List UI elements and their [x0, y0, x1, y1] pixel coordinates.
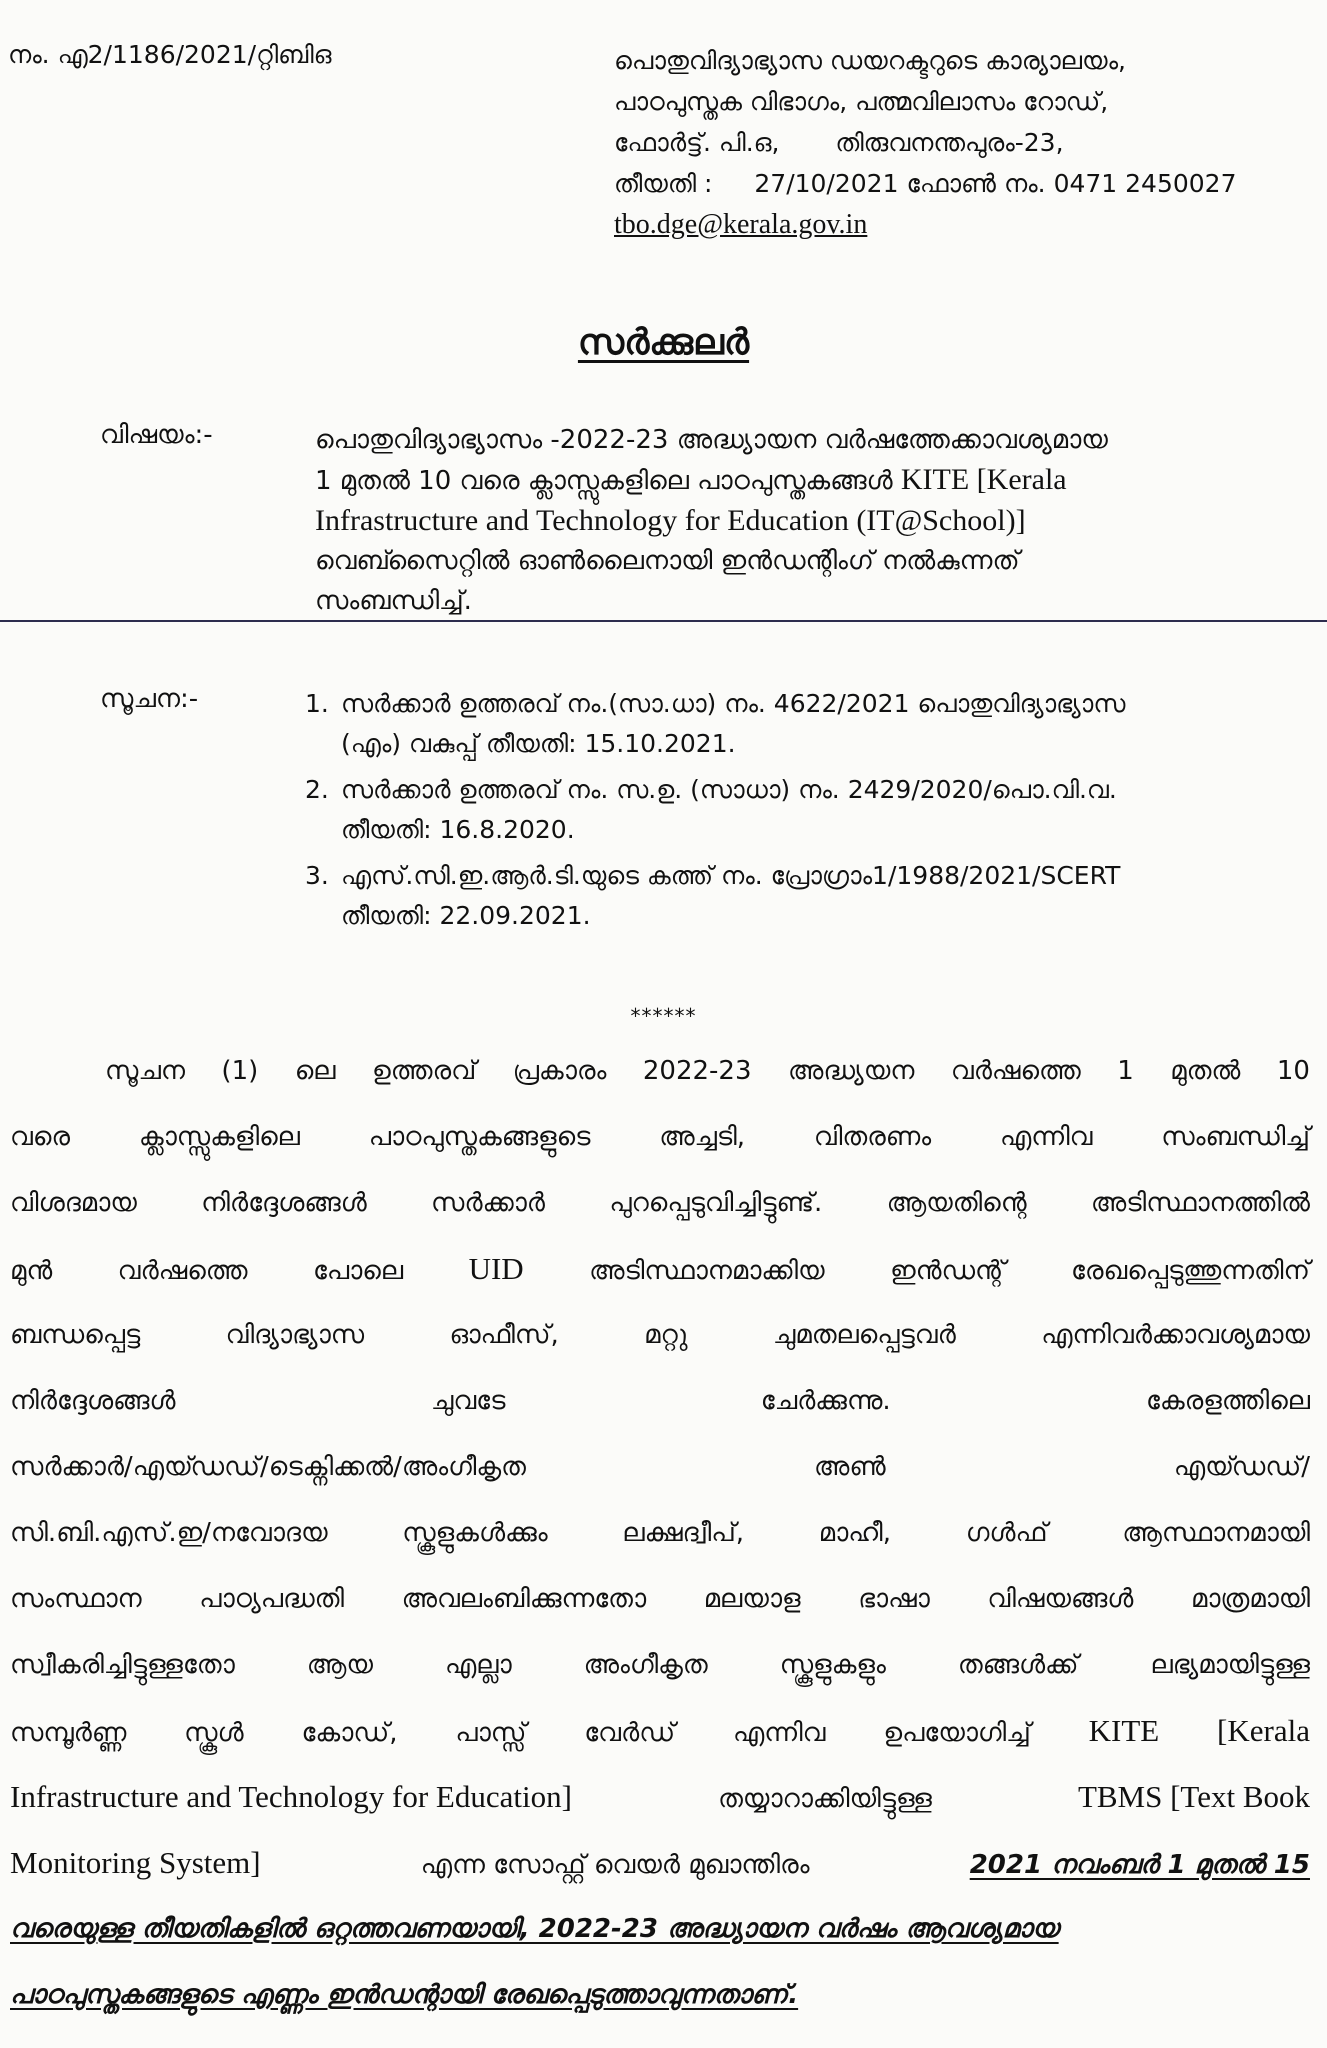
- body-word: ചുമതലപ്പെട്ടവർ: [772, 1320, 956, 1350]
- body-word: സമ്പൂർണ്ണ: [10, 1718, 127, 1748]
- body-line-5: [10, 1302, 1310, 1368]
- body-line-6: [10, 1368, 1310, 1434]
- body-word: രേഖപ്പെടുത്തുന്നതിന്: [1071, 1256, 1310, 1286]
- body-word: (1): [221, 1056, 259, 1086]
- body-word: മുൻ: [10, 1256, 53, 1286]
- body-word: വേർഡ്: [584, 1718, 676, 1748]
- body-word: ഭാഷാ: [858, 1584, 930, 1614]
- body-word: സി.ബി.എസ്.ഇ/നവോദയ: [10, 1518, 328, 1548]
- deadline-highlight: 2021 നവംബർ 1 മുതൽ 15: [969, 1850, 1310, 1880]
- divider-line: [0, 620, 1327, 622]
- body-word: എന്നിവർക്കാവശ്യമായ: [1041, 1320, 1310, 1350]
- body-word: സൂചന: [105, 1056, 185, 1086]
- body-word: ലെ: [294, 1056, 336, 1086]
- body-word: TBMS [Text Book: [1077, 1779, 1310, 1814]
- body-word: [Kerala: [1217, 1713, 1310, 1748]
- body-word: മറ്റു: [644, 1320, 688, 1350]
- reference-item: 2. സർക്കാർ ഉത്തരവ് നം. സ.ഉ. (സാധാ) നം. 2429/2020/പൊ.വി.വ. തീയതി: 16.8.2020.: [305, 775, 1117, 844]
- body-line-9: [10, 1566, 1310, 1632]
- body-word: എല്ലാ: [444, 1650, 512, 1680]
- body-word: 2022-23: [642, 1056, 752, 1086]
- body-word: തയ്യാറാക്കിയിട്ടുള്ള: [718, 1784, 932, 1814]
- body-word: വിദ്യാഭ്യാസ: [225, 1320, 365, 1350]
- body-line-13: [10, 1830, 1310, 1896]
- body-word: പോലെ: [313, 1256, 404, 1286]
- office-address: [614, 40, 1236, 245]
- body-word: അൺ: [814, 1452, 886, 1482]
- software-text: എന്ന സോഫ്റ്റ് വെയർ മുഖാന്തിരം: [420, 1850, 810, 1880]
- body-word: സ്കൂളുകളും: [779, 1650, 886, 1680]
- body-word: തങ്ങൾക്ക്: [957, 1650, 1079, 1680]
- body-word: 10: [1276, 1056, 1310, 1086]
- body-word: കേരളത്തിലെ: [1145, 1386, 1310, 1416]
- body-line-4: [10, 1236, 1310, 1302]
- office-line-3: [614, 122, 1236, 163]
- email-line: [614, 204, 1236, 245]
- body-word: ഇൻഡന്റ്: [890, 1256, 1006, 1286]
- body-word: എന്നിവ: [999, 1122, 1093, 1152]
- body-word: വർഷത്തെ: [117, 1256, 248, 1286]
- body-word: കോഡ്,: [301, 1718, 398, 1748]
- section-separator: ******: [630, 1004, 697, 1028]
- body-word: അദ്ധ്യയന: [787, 1056, 915, 1086]
- body-word: മുതൽ: [1170, 1056, 1241, 1086]
- tbms-text: Monitoring System]: [10, 1845, 261, 1880]
- body-word: ഉത്തരവ്: [372, 1056, 477, 1086]
- body-word: KITE: [1088, 1713, 1160, 1748]
- body-line-11: [10, 1698, 1310, 1764]
- body-word: അവലംബിക്കുന്നതോ: [401, 1584, 647, 1614]
- reference-item: 3. എസ്.സി.ഇ.ആർ.ടി.യുടെ കത്ത് നം. പ്രോഗ്രാം1/1988/2021/SCERT തീയതി: 22.09.2021.: [305, 861, 1121, 930]
- body-word: മലയാള: [703, 1584, 801, 1614]
- body-word: വരെ: [10, 1122, 71, 1152]
- body-line-14: [10, 1896, 1310, 1962]
- references-label: സൂചന:-: [100, 684, 199, 714]
- body-word: സംസ്ഥാന: [10, 1584, 142, 1614]
- body-line-3: [10, 1170, 1310, 1236]
- body-word: അച്ചടി,: [659, 1122, 746, 1152]
- phone-label: ഫോൺ നം.: [906, 169, 1046, 198]
- body-word: പ്രകാരം: [512, 1056, 607, 1086]
- body-line-8: [10, 1500, 1310, 1566]
- page-title: സർക്കുലർ: [577, 322, 750, 363]
- email-link[interactable]: tbo.dge@kerala.gov.in: [614, 209, 868, 240]
- body-word: സ്കൂൾ: [184, 1718, 244, 1748]
- body-word: അംഗീകൃത: [583, 1650, 708, 1680]
- body-word: നിർദ്ദേശങ്ങൾ: [10, 1386, 176, 1416]
- subject-line-4: വെബ്സൈറ്റിൽ ഓൺലൈനായി ഇൻഡന്റിംഗ് നൽകുന്നത്: [315, 546, 1020, 576]
- body-word: എന്നിവ: [732, 1718, 826, 1748]
- body-line-2: [10, 1104, 1310, 1170]
- body-word: എയ്ഡഡ്/: [1173, 1452, 1310, 1482]
- body-word: സർക്കാർ: [431, 1188, 545, 1218]
- date-label: തീയതി :: [614, 169, 713, 198]
- body-word: പാഠപുസ്തകങ്ങളുടെ: [368, 1122, 591, 1152]
- subject-line-2: 1 മുതൽ 10 വരെ ക്ലാസ്സുകളിലെ പാഠപുസ്തകങ്ങൾ KITE [Kerala: [315, 463, 1067, 496]
- body-word: നിർദ്ദേശങ്ങൾ: [201, 1188, 367, 1218]
- body-word: പുറപ്പെടുവിച്ചിട്ടുണ്ട്.: [609, 1188, 823, 1218]
- phone-value: 0471 2450027: [1053, 169, 1237, 198]
- body-word: സ്വീകരിച്ചിട്ടുള്ളതോ: [10, 1650, 235, 1680]
- body-word: വിശദമായ: [10, 1188, 137, 1218]
- body-word: സംബന്ധിച്ച്: [1161, 1122, 1310, 1152]
- body-paragraph: [10, 1038, 1310, 2028]
- body-word: വർഷത്തെ: [950, 1056, 1081, 1086]
- body-word: Infrastructure and Technology for Education]: [10, 1779, 572, 1814]
- body-word: ഓഫീസ്,: [449, 1320, 559, 1350]
- body-word: ബന്ധപ്പെട്ട: [10, 1320, 141, 1350]
- body-line-1: [10, 1038, 1310, 1104]
- reference-item: 1. സർക്കാർ ഉത്തരവ് നം.(സാ.ധാ) നം. 4622/2021 പൊതുവിദ്യാഭ്യാസ (എം) വകുപ്പ് തീയതി: 15.10.2021.: [305, 689, 1126, 758]
- body-word: ഗൾഫ്: [965, 1518, 1048, 1548]
- office-line-1: പൊതുവിദ്യാഭ്യാസ ഡയറക്ടറുടെ കാര്യാലയം,: [614, 46, 1126, 75]
- body-word: ആയ: [306, 1650, 373, 1680]
- body-word: ലഭ്യമായിട്ടുള്ള: [1150, 1650, 1310, 1680]
- body-word: സർക്കാർ/എയ്ഡഡ്/ടെക്നിക്കൽ/അംഗീകൃത: [10, 1452, 526, 1482]
- body-word: UID: [468, 1251, 524, 1286]
- subject-label: വിഷയം:-: [100, 420, 213, 450]
- body-word: ചേർക്കുന്നു.: [760, 1386, 891, 1416]
- office-line-2: പാഠപുസ്തക വിഭാഗം, പത്മവിലാസം റോഡ്,: [614, 87, 1109, 116]
- body-word: അടിസ്ഥാനമാക്കിയ: [589, 1256, 825, 1286]
- body-word: ക്ലാസ്സുകളിലെ: [138, 1122, 300, 1152]
- subject-line-5: സംബന്ധിച്ച്.: [315, 586, 472, 616]
- body-word: ലക്ഷദ്വീപ്,: [622, 1518, 745, 1548]
- references-list: [305, 684, 1315, 942]
- deadline-highlight-3: പാഠപുസ്തകങ്ങളുടെ എണ്ണം ഇൻഡന്റായി രേഖപ്പെടുത്താവുന്നതാണ്.: [10, 1980, 799, 2010]
- body-word: അടിസ്ഥാനത്തിൽ: [1090, 1188, 1310, 1218]
- body-word: വിഷയങ്ങൾ: [987, 1584, 1134, 1614]
- body-line-7: [10, 1434, 1310, 1500]
- body-word: പാഠ്യപദ്ധതി: [199, 1584, 345, 1614]
- body-word: വിതരണം: [813, 1122, 932, 1152]
- body-word: മാത്രമായി: [1190, 1584, 1310, 1614]
- body-word: ആയതിന്റെ: [886, 1188, 1027, 1218]
- office-city: തിരുവനന്തപുരം-23,: [835, 128, 1064, 157]
- office-po: ഫോർട്ട്. പി.ഒ,: [614, 128, 780, 157]
- body-line-10: [10, 1632, 1310, 1698]
- subject-line-3: Infrastructure and Technology for Education (IT@School)]: [315, 504, 1026, 537]
- body-word: സ്കൂളുകൾക്കും: [402, 1518, 548, 1548]
- date-phone-line: [614, 163, 1236, 204]
- deadline-highlight-2: വരെയുള്ള തീയതികളിൽ ഒറ്റത്തവണയായി, 2022-23 അദ്ധ്യായന വർഷം ആവശ്യമായ: [10, 1914, 1059, 1944]
- body-word: ചുവടേ: [430, 1386, 506, 1416]
- body-word: മാഹീ,: [818, 1518, 891, 1548]
- body-word: പാസ്സ്: [455, 1718, 527, 1748]
- date-value: 27/10/2021: [754, 169, 899, 198]
- body-line-12: [10, 1764, 1310, 1830]
- reference-number: നം. എ2/1186/2021/റ്റിബിഒ: [8, 40, 332, 69]
- body-word: 1: [1117, 1056, 1134, 1086]
- body-word: ആസ്ഥാനമായി: [1122, 1518, 1310, 1548]
- subject-line-1: പൊതുവിദ്യാഭ്യാസം -2022-23 അദ്ധ്യായന വർഷത്തേക്കാവശ്യമായ: [315, 425, 1108, 455]
- subject-text: [315, 420, 1315, 621]
- body-line-15: [10, 1962, 1310, 2028]
- body-word: ഉപയോഗിച്ച്: [883, 1718, 1031, 1748]
